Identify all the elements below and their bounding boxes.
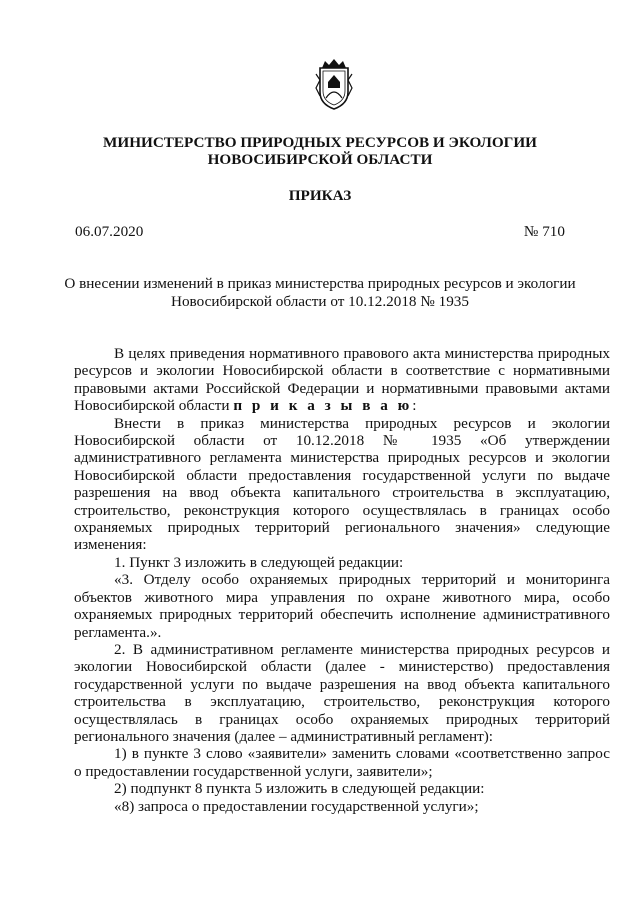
document-body xyxy=(74,345,610,815)
paragraph-subitem-2-text: «8) запроса о предоставлении государственной услуги»; xyxy=(114,797,479,815)
coat-of-arms-icon xyxy=(314,58,354,112)
preamble-colon: : xyxy=(412,397,417,415)
preamble-order-word: п р и к а з ы в а ю xyxy=(233,397,413,415)
paragraph-item-2: 2. В административном регламенте министерства природных ресурсов и экологии Новосибирской области (далее - министерство) предоставления государственной услуги по выдаче разрешения на ввод объекта капитального строительства в эксплуатацию, строительство, реконструкция которого осуществлялась в границах особо охраняемых природных территорий регионального значения (далее – административный регламент): xyxy=(74,640,610,745)
paragraph-item-1-text: «3. Отделу особо охраняемых природных территорий и мониторинга объектов животного мира управления по охране животного мира, особо охраняемых природных территорий обеспечить исполнение административного регламента.». xyxy=(74,571,610,641)
paragraph-item-1: 1. Пункт 3 изложить в следующей редакции: xyxy=(114,553,404,571)
ministry-name-line2: НОВОСИБИРСКОЙ ОБЛАСТИ xyxy=(207,151,433,168)
document-type: ПРИКАЗ xyxy=(288,187,352,204)
subject-line1: О внесении изменений в приказ министерства природных ресурсов и экологии xyxy=(64,275,576,292)
subject-line2: Новосибирской области от 10.12.2018 № 1935 xyxy=(171,293,469,310)
paragraph-amend-intro: Внести в приказ министерства природных ресурсов и экологии Новосибирской области от 10.12.2018 № 1935 «Об утверждении административного регламента министерства природных ресурсов и экологии Новосибирской области предоставления государственной услуги по выдаче разрешения на ввод объекта капитального строительства в эксплуатацию, строительство, реконструкция которого осуществлялась в границах особо охраняемых природных территорий регионального значения» следующие изменения: xyxy=(74,414,610,554)
document-number: № 710 xyxy=(523,223,565,240)
paragraph-subitem-1: 1) в пункте 3 слово «заявители» заменить словами «соответственно запрос о предоставлении государственной услуги, заявители»; xyxy=(74,745,610,780)
paragraph-subitem-2: 2) подпункт 8 пункта 5 изложить в следующей редакции: xyxy=(114,780,485,798)
preamble-text: В целях приведения нормативного правового акта министерства природных ресурсов и экологии Новосибирской области в соответствие с нормативными правовыми актами Российской Федерации и нормативными правовыми актами Новосибирской области xyxy=(74,345,610,415)
ministry-name-line1: МИНИСТЕРСТВО ПРИРОДНЫХ РЕСУРСОВ И ЭКОЛОГИИ xyxy=(103,134,537,151)
paragraph-preamble xyxy=(74,345,610,415)
document-subject xyxy=(60,275,580,311)
document-date: 06.07.2020 xyxy=(75,223,144,240)
